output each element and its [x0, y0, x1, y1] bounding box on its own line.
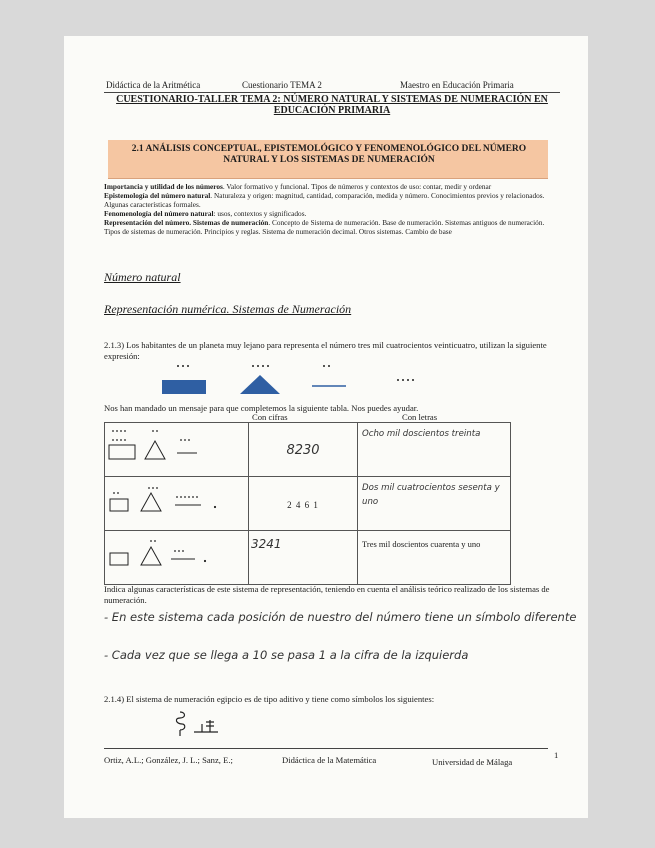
question-2-1-3-intro: 2.1.3) Los habitantes de un planeta muy lejano para representa el número tres mil cuatrocientos veinticuatro, utilizan la siguiente expresión:: [104, 340, 547, 361]
col-header-letters: Con letras: [402, 412, 438, 422]
section-title: 2.1 ANÁLISIS CONCEPTUAL, EPISTEMOLÓGICO Y FENOMENOLÓGICO DEL NÚMERO NATURAL Y LOS SISTEMAS DE NUMERACIÓN: [131, 144, 527, 165]
triangle-glyph: [240, 375, 280, 394]
alien-symbols-row-3: [105, 531, 248, 579]
table-row: [105, 423, 511, 477]
header-questionnaire: Cuestionario TEMA 2: [242, 80, 322, 90]
topic-item: Importancia y utilidad de los números. Valor formativo y funcional. Tipos de números y contextos de uso: contar, medir y ordenar: [104, 182, 492, 191]
heading-representacion: Representación numérica. Sistemas de Numeración: [104, 302, 352, 316]
topic-item: Fenomenología del número natural: usos, contextos y significados.: [104, 209, 307, 219]
row3-digits: 3241: [251, 537, 282, 551]
footer-university: Universidad de Málaga: [432, 757, 513, 767]
heading-numero-natural: Número natural: [104, 270, 181, 284]
letters-cell: [358, 477, 511, 531]
row1-letters: Ocho mil doscientos treinta: [362, 429, 481, 439]
letters-cell: [358, 423, 511, 477]
dots-alone: [397, 379, 414, 381]
handwritten-answer-2: - Cada vez que se llega a 10 se pasa 1 a la cifra de la izquierda: [104, 648, 469, 662]
digits-cell: [249, 477, 358, 531]
table-row: [105, 477, 511, 531]
row2-digits: 2 4 6 1: [287, 499, 319, 510]
row3-letters: Tres mil doscientos cuarenta y uno: [362, 539, 481, 549]
footer-subject: Didáctica de la Matemática: [282, 755, 377, 765]
symbol-cell: [105, 477, 249, 531]
row1-digits: 8230: [286, 442, 320, 458]
digits-cell: [249, 531, 358, 585]
hobble-icon: [194, 720, 218, 732]
question-2-1-4-intro: 2.1.4) El sistema de numeración egipcio es de tipo aditivo y tiene como símbolos los siguientes:: [104, 694, 435, 704]
dots-over-rect: [177, 365, 189, 367]
letters-cell: [358, 531, 511, 585]
header-course: Didáctica de la Aritmética: [106, 80, 201, 90]
col-header-digits: Con cifras: [252, 412, 288, 422]
egyptian-symbols: [174, 710, 234, 738]
footer-rule: [104, 748, 548, 749]
table-instruction: Nos han mandado un mensaje para que completemos la siguiente tabla. Nos puedes ayudar.: [104, 403, 419, 413]
symbol-cell: [105, 423, 249, 477]
document-title: CUESTIONARIO-TALLER TEMA 2: NÚMERO NATURAL Y SISTEMAS DE NUMERACIÓN EN EDUCACIÓN PRIMARIA: [116, 94, 548, 116]
question-characteristics: Indica algunas características de este sistema de representación, teniendo en cuenta el análisis teórico realizado de los sistemas de numeración.: [104, 584, 550, 605]
table-row: [105, 531, 511, 585]
header-rule: [104, 92, 560, 93]
symbol-cell: [105, 531, 249, 585]
dots-over-line: [323, 365, 330, 367]
digits-cell: [249, 423, 358, 477]
topic-item: Representación del número. Sistemas de numeración. Concepto de Sistema de numeración. Base de numeración. Sistemas antiguos de numeración. Tipos de sistemas de numeración. Principios y reglas. Sistema de numeración decimal. Otros sistemas. Cambio de base: [104, 218, 545, 237]
row2-letters: Dos mil cuatrocientos sesenta y uno: [362, 483, 500, 507]
dots-over-triangle: [252, 365, 269, 367]
rope-coil-icon: [176, 712, 184, 736]
numeration-table: [104, 422, 511, 585]
handwritten-answer-1: - En este sistema cada posición de nuestro del número tiene un símbolo diferente: [104, 610, 577, 624]
topics-list: [104, 182, 562, 237]
alien-symbols-row-1: [105, 423, 248, 471]
document-page: [64, 36, 588, 818]
topic-item: Epistemología del número natural. Naturaleza y origen: magnitud, cantidad, comparación, medida y número. Conocimientos previos y relacionados. Algunas características formales.: [104, 191, 545, 210]
alien-expression: [160, 362, 420, 400]
page-number: 1: [554, 750, 559, 760]
header-degree: Maestro en Educación Primaria: [400, 80, 514, 90]
footer-authors: Ortiz, A.L.; González, J. L.; Sanz, E.;: [104, 755, 233, 765]
rectangle-glyph: [162, 380, 206, 394]
alien-symbols-row-2: [105, 477, 248, 525]
